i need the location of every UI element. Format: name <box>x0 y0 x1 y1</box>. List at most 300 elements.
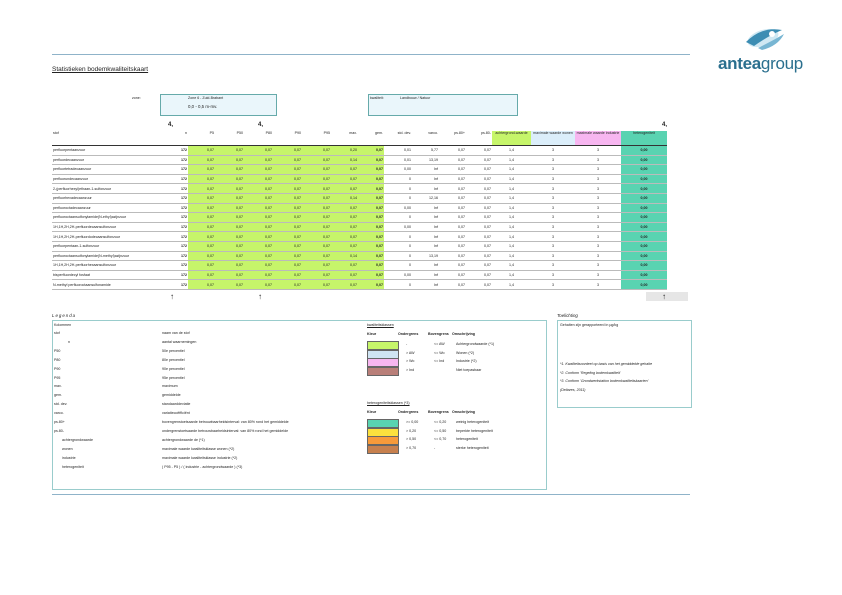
value-cell: 3 <box>575 165 621 175</box>
footnote: (Deltares, 2011) <box>560 387 586 392</box>
value-cell: 1,4 <box>492 155 531 165</box>
table-row <box>52 232 667 242</box>
value-cell: 0,07 <box>466 232 492 242</box>
class-cell: heterogeniteit <box>456 437 478 441</box>
substance-name-cell: 1H,1H,2H,2H-perfluorhexaansulfonzuur <box>52 261 172 271</box>
class-header: Omschrijving <box>452 332 475 336</box>
value-cell: 172 <box>172 280 188 290</box>
class-header: Kleur <box>367 332 377 336</box>
legend-key: industrie <box>62 455 76 460</box>
value-cell: 0,07 <box>331 241 358 251</box>
substance-name-cell: 2-(perfluorhexyl)ethaan-1-sulfonzuur <box>52 184 172 194</box>
value-cell: 0,07 <box>302 222 331 232</box>
legend-description: naam van de stof <box>162 331 190 335</box>
value-cell: 0,07 <box>439 261 466 271</box>
table-row <box>52 146 667 156</box>
value-cell: 0,07 <box>244 193 273 203</box>
table-row <box>52 213 667 223</box>
arrow-up-icon: ↑ <box>662 292 666 301</box>
value-cell: 3 <box>531 232 575 242</box>
class-header: Ondergrens <box>398 332 419 336</box>
class-cell: sterke heterogeniteit <box>456 445 489 450</box>
value-cell: 0,07 <box>215 261 244 271</box>
value-cell: 0,07 <box>273 213 302 223</box>
value-cell: 0,00 <box>621 184 667 194</box>
value-cell: 0,00 <box>621 146 667 156</box>
legend-description: 90e percentiel <box>162 366 185 371</box>
value-cell: 3 <box>531 203 575 213</box>
value-cell: 0,07 <box>331 174 358 184</box>
het-arrow-bg <box>646 292 688 301</box>
value-cell: 0,00 <box>384 165 412 175</box>
value-cell: 0,14 <box>331 251 358 261</box>
legend-key: wonen <box>62 446 73 451</box>
value-cell: 0,07 <box>273 261 302 271</box>
value-cell: 0,14 <box>331 193 358 203</box>
value-cell: 3 <box>531 193 575 203</box>
value-cell: 0,07 <box>466 174 492 184</box>
column-header: P90 <box>273 131 302 146</box>
value-cell: 0,07 <box>439 184 466 194</box>
value-cell: 172 <box>172 232 188 242</box>
legend-key: gem. <box>54 393 62 398</box>
substance-name-cell: perfluordecaanzuur <box>52 155 172 165</box>
value-cell: 0,07 <box>302 280 331 290</box>
value-cell: 0,07 <box>188 184 215 194</box>
value-cell: 0,07 <box>358 241 384 251</box>
legend-key: ps.80+ <box>54 420 65 424</box>
column-header: achtergrond-waarde <box>492 131 531 146</box>
legend-description: gemiddelde <box>162 393 181 398</box>
value-cell: 0,07 <box>215 155 244 165</box>
value-cell: 3 <box>575 184 621 194</box>
legend-description: 50e percentiel <box>162 348 185 353</box>
value-cell: Inf <box>412 184 439 194</box>
value-cell: 0,00 <box>384 222 412 232</box>
value-cell: 0,00 <box>621 241 667 251</box>
value-cell: 0,07 <box>188 203 215 213</box>
value-cell: 0,07 <box>188 146 215 156</box>
value-cell: 0,07 <box>188 165 215 175</box>
value-cell: 1,4 <box>492 174 531 184</box>
arrow-up-icon: ↑ <box>258 292 262 301</box>
zone-label: zone: <box>132 96 141 100</box>
value-cell: 0,07 <box>302 270 331 280</box>
legend-key: stof <box>54 331 60 335</box>
value-cell: 0,07 <box>331 232 358 242</box>
value-cell: 0,07 <box>331 213 358 223</box>
value-cell: 1,4 <box>492 203 531 213</box>
class-cell: > 0,50 <box>406 437 417 441</box>
legend-description: variatiecoëfficiënt <box>162 411 190 416</box>
value-cell: 3 <box>575 232 621 242</box>
value-cell: 0,07 <box>244 165 273 175</box>
value-cell: 0,07 <box>466 251 492 261</box>
value-cell: 0,07 <box>358 193 384 203</box>
value-cell: 3 <box>531 155 575 165</box>
table-row <box>52 184 667 194</box>
toelichting-text: Gehalten zijn gerapporteerd in µg/kg <box>560 323 619 327</box>
legend-key: P95 <box>54 375 61 380</box>
value-cell: 0,07 <box>331 261 358 271</box>
column-header: std. dev. <box>384 131 412 146</box>
value-cell: 0,07 <box>358 174 384 184</box>
value-cell: 3 <box>531 174 575 184</box>
value-cell: Inf <box>412 241 439 251</box>
logo-word-antea: antea <box>718 54 761 73</box>
value-cell: 0,07 <box>215 270 244 280</box>
kwal-title: kwaliteitsklassen <box>367 323 394 327</box>
class-cell: Niet toepasbaar <box>456 367 482 372</box>
column-header: heterogeniteit <box>621 131 667 146</box>
value-cell: 0,07 <box>358 203 384 213</box>
value-cell: 1,4 <box>492 222 531 232</box>
value-cell: 0,00 <box>621 251 667 261</box>
value-cell: 0,07 <box>273 270 302 280</box>
value-cell: 3 <box>531 184 575 194</box>
value-cell: 0,07 <box>302 203 331 213</box>
value-cell: 3 <box>531 241 575 251</box>
value-cell: 0,07 <box>215 241 244 251</box>
value-cell: 3 <box>575 174 621 184</box>
value-cell: 0,07 <box>188 270 215 280</box>
class-cell: Wonen (*2) <box>456 350 475 355</box>
value-cell: Inf <box>412 261 439 271</box>
value-cell: 0,07 <box>273 193 302 203</box>
value-cell: 0,00 <box>621 203 667 213</box>
value-cell: 0,07 <box>188 232 215 242</box>
substance-name-cell: perfluoroctaansulfonylamide(N-ethyl)azijnzuur <box>52 213 172 223</box>
marker-four-het: 4, <box>662 122 668 128</box>
value-cell: 0,07 <box>466 203 492 213</box>
value-cell: 172 <box>172 203 188 213</box>
value-cell: 0,00 <box>621 165 667 175</box>
value-cell: 0,07 <box>215 280 244 290</box>
legend-col-header: Kolommen <box>54 323 72 327</box>
legend-description: maximale waarde kwaliteitsklasse industrie (*2) <box>162 455 238 460</box>
table-row <box>52 222 667 232</box>
value-cell: 0,07 <box>188 193 215 203</box>
class-cell: > AW <box>406 350 415 355</box>
class-header: Omschrijving <box>452 410 475 414</box>
value-cell: 0,07 <box>302 184 331 194</box>
value-cell: 0,07 <box>302 261 331 271</box>
value-cell: 0,07 <box>273 232 302 242</box>
value-cell: 0,07 <box>331 165 358 175</box>
class-cell: - <box>434 445 436 450</box>
column-header: varco. <box>412 131 439 146</box>
value-cell: 13,19 <box>412 251 439 261</box>
substance-name-cell: perfluortetradecaanzuur <box>52 165 172 175</box>
legend-description: maximum <box>162 384 178 389</box>
class-header: Bovengrens <box>428 410 449 414</box>
value-cell: 0,07 <box>273 251 302 261</box>
value-cell: 0,07 <box>466 155 492 165</box>
value-cell: 0,07 <box>331 203 358 213</box>
value-cell: 0,07 <box>466 261 492 271</box>
class-cell: > 0,20 <box>406 428 417 433</box>
value-cell: 3 <box>575 241 621 251</box>
bottom-rule <box>52 494 690 495</box>
class-cell: > 0,70 <box>406 445 417 450</box>
legend-description: standaarddeviatie <box>162 402 191 407</box>
value-cell: 12,16 <box>412 193 439 203</box>
arrow-up-icon: ↑ <box>170 292 174 301</box>
class-cell: > Ind <box>406 367 415 372</box>
quality-value: Landbouw / Natuur <box>400 96 431 100</box>
value-cell: 0,00 <box>621 280 667 290</box>
class-header: Ondergrens <box>398 410 419 414</box>
value-cell: 1,4 <box>492 270 531 280</box>
value-cell: 0,07 <box>466 184 492 194</box>
value-cell: 172 <box>172 270 188 280</box>
value-cell: 0 <box>384 280 412 290</box>
value-cell: 0,07 <box>358 184 384 194</box>
value-cell: 0,07 <box>358 165 384 175</box>
legend-key: ps.80- <box>54 428 64 433</box>
value-cell: 3 <box>575 222 621 232</box>
legend-description: ondergrenstoetsaarde betrouwbaarheidsinterval: van 80% rond het gemiddelde <box>162 428 289 433</box>
value-cell: 0,07 <box>188 261 215 271</box>
value-cell: 172 <box>172 251 188 261</box>
value-cell: 3 <box>531 261 575 271</box>
value-cell: 0,07 <box>439 280 466 290</box>
value-cell: 0,07 <box>273 155 302 165</box>
color-swatch <box>367 445 399 454</box>
value-cell: 0,07 <box>244 213 273 223</box>
value-cell: 0,07 <box>358 270 384 280</box>
value-cell: 0,07 <box>215 213 244 223</box>
value-cell: 0,07 <box>302 213 331 223</box>
statistics-table <box>52 131 667 290</box>
legend-description: 95e percentiel <box>162 375 185 380</box>
table-row <box>52 251 667 261</box>
value-cell: Inf <box>412 174 439 184</box>
value-cell: 3 <box>531 222 575 232</box>
value-cell: 172 <box>172 222 188 232</box>
value-cell: 1,4 <box>492 261 531 271</box>
substance-name-cell: perfluorpentaanzuur <box>52 146 172 156</box>
class-cell: - <box>406 342 408 346</box>
value-cell: 0,00 <box>621 261 667 271</box>
footnote: *3. Conform 'Grondwerkstation bodemkwaliteitskaarten' <box>560 379 649 383</box>
legend-description: bovengrenstoetsaarde betrouwbaarheidsinterval: van 80% rond het gemiddelde <box>162 420 289 424</box>
quality-box <box>368 94 518 116</box>
value-cell: 0,07 <box>244 270 273 280</box>
value-cell: 3 <box>531 146 575 156</box>
value-cell: 3 <box>575 270 621 280</box>
value-cell: 0,07 <box>439 232 466 242</box>
value-cell: 0,07 <box>439 251 466 261</box>
value-cell: 0 <box>384 184 412 194</box>
value-cell: 3 <box>531 213 575 223</box>
value-cell: 0,07 <box>215 251 244 261</box>
substance-name-cell: perfluorhexadecaanzuur <box>52 193 172 203</box>
value-cell: 0,07 <box>188 213 215 223</box>
class-cell: <= Wo <box>434 350 445 355</box>
value-cell: 0,07 <box>273 174 302 184</box>
class-cell: Industrie (*2) <box>456 359 477 363</box>
value-cell: 0,07 <box>244 155 273 165</box>
value-cell: 0,07 <box>358 213 384 223</box>
value-cell: 0,07 <box>466 280 492 290</box>
value-cell: 0,07 <box>244 280 273 290</box>
value-cell: 0,07 <box>358 280 384 290</box>
value-cell: 0,07 <box>466 222 492 232</box>
legend-key: heterogeniteit <box>62 464 84 469</box>
value-cell: 1,4 <box>492 213 531 223</box>
value-cell: 0,07 <box>439 174 466 184</box>
table-row <box>52 241 667 251</box>
value-cell: 3 <box>575 213 621 223</box>
class-header: Kleur <box>367 410 377 414</box>
class-cell: <= Ind <box>434 359 445 363</box>
zone-value: Zone 6 - Zuid-Brabant <box>188 96 224 100</box>
value-cell: 13,19 <box>412 155 439 165</box>
value-cell: 0,07 <box>244 184 273 194</box>
value-cell: 0,01 <box>384 155 412 165</box>
column-header: maximale waarde industrie <box>575 131 621 146</box>
value-cell: 1,4 <box>492 165 531 175</box>
value-cell: 0,07 <box>439 241 466 251</box>
substance-name-cell: 1H,1H,2H,2H-perfluordodecaansulfonzuur <box>52 232 172 242</box>
value-cell: 3 <box>531 165 575 175</box>
value-cell: 0,07 <box>439 270 466 280</box>
column-header: ps.80- <box>466 131 492 146</box>
substance-name-cell: 1H,1H,2H,2H-perfluordecaansulfonzuur <box>52 222 172 232</box>
legend-title: Legenda <box>52 313 77 318</box>
value-cell: 0,07 <box>273 203 302 213</box>
value-cell: 0,07 <box>358 155 384 165</box>
table-row <box>52 155 667 165</box>
column-header: maximale waarde wonen <box>531 131 575 146</box>
footnote: *1. Kwaliteitsoordeel op basis van het gemiddelde gehalte <box>560 362 653 366</box>
value-cell: 0,00 <box>384 203 412 213</box>
legend-description: aantal waarnemingen <box>162 339 197 344</box>
value-cell: Inf <box>412 270 439 280</box>
legend-key: achtergrondwaarde <box>62 437 93 442</box>
value-cell: 0,07 <box>244 251 273 261</box>
value-cell: 0,07 <box>188 222 215 232</box>
value-cell: 0,14 <box>331 155 358 165</box>
value-cell: 0,07 <box>244 241 273 251</box>
value-cell: 0,07 <box>215 184 244 194</box>
value-cell: 0,07 <box>244 261 273 271</box>
column-header: gem. <box>358 131 384 146</box>
value-cell: 0,07 <box>302 155 331 165</box>
value-cell: 3 <box>575 280 621 290</box>
value-cell: 0,07 <box>188 174 215 184</box>
value-cell: 0,07 <box>302 241 331 251</box>
value-cell: 0,07 <box>331 280 358 290</box>
table-row <box>52 280 667 290</box>
value-cell: 172 <box>172 184 188 194</box>
value-cell: Inf <box>412 213 439 223</box>
value-cell: 0,07 <box>244 146 273 156</box>
value-cell: 0 <box>384 193 412 203</box>
value-cell: 1,4 <box>492 280 531 290</box>
class-cell: > Wo <box>406 359 415 363</box>
value-cell: 0,07 <box>273 184 302 194</box>
value-cell: 0,07 <box>439 203 466 213</box>
top-rule <box>52 54 690 55</box>
value-cell: 0,00 <box>621 193 667 203</box>
class-cell: Achtergrondwaarde (*1) <box>456 342 495 346</box>
logo-swirl-icon <box>718 22 808 56</box>
value-cell: 0,07 <box>244 174 273 184</box>
marker-four-p50: 4, <box>258 122 264 128</box>
value-cell: 3 <box>575 146 621 156</box>
value-cell: 0,00 <box>621 232 667 242</box>
value-cell: 0 <box>384 174 412 184</box>
table-row <box>52 203 667 213</box>
column-header: P50 <box>215 131 244 146</box>
table-header-row <box>52 131 667 146</box>
substance-name-cell: perfluorundecaanzuur <box>52 174 172 184</box>
value-cell: 0 <box>384 261 412 271</box>
value-cell: 172 <box>172 146 188 156</box>
value-cell: 0,07 <box>188 155 215 165</box>
value-cell: 1,4 <box>492 251 531 261</box>
value-cell: 0,07 <box>331 222 358 232</box>
substance-name-cell: N-methyl perfluoroctaansulfonamide <box>52 280 172 290</box>
class-cell: <= AW <box>434 342 445 346</box>
value-cell: 5,77 <box>412 146 439 156</box>
value-cell: Inf <box>412 232 439 242</box>
value-cell: 172 <box>172 241 188 251</box>
value-cell: 0,07 <box>215 146 244 156</box>
value-cell: 0,07 <box>215 222 244 232</box>
value-cell: 0,07 <box>466 270 492 280</box>
antea-logo <box>718 22 808 74</box>
value-cell: 0,07 <box>273 241 302 251</box>
value-cell: 0,07 <box>188 280 215 290</box>
footnote: *2. Conform 'Regeling bodemkwaliteit' <box>560 370 621 375</box>
value-cell: 0,07 <box>244 222 273 232</box>
value-cell: 0,07 <box>302 165 331 175</box>
value-cell: 3 <box>531 251 575 261</box>
value-cell: 172 <box>172 193 188 203</box>
value-cell: 0,07 <box>439 222 466 232</box>
legend-key: P50 <box>54 348 61 353</box>
value-cell: Inf <box>412 222 439 232</box>
value-cell: 0,07 <box>273 222 302 232</box>
legend-key: varco. <box>54 411 64 416</box>
value-cell: 0,00 <box>384 270 412 280</box>
value-cell: 0,07 <box>331 270 358 280</box>
value-cell: 3 <box>531 270 575 280</box>
value-cell: 0 <box>384 241 412 251</box>
class-cell: <= 0,50 <box>434 428 447 433</box>
value-cell: 0,07 <box>273 146 302 156</box>
value-cell: 0,07 <box>215 165 244 175</box>
value-cell: 0,07 <box>466 146 492 156</box>
value-cell: 0,07 <box>439 165 466 175</box>
legend-key: P80 <box>54 357 61 362</box>
legend-description: 80e percentiel <box>162 357 185 362</box>
column-header: max. <box>331 131 358 146</box>
substance-name-cell: bisperfluordecyl fosfaat <box>52 270 172 280</box>
column-header: P80 <box>244 131 273 146</box>
value-cell: 0,07 <box>439 155 466 165</box>
value-cell: 3 <box>575 261 621 271</box>
value-cell: 0,07 <box>358 261 384 271</box>
value-cell: 0,07 <box>302 174 331 184</box>
value-cell: 0,07 <box>273 280 302 290</box>
table-row <box>52 174 667 184</box>
value-cell: 0,07 <box>302 232 331 242</box>
column-header: P5 <box>188 131 215 146</box>
